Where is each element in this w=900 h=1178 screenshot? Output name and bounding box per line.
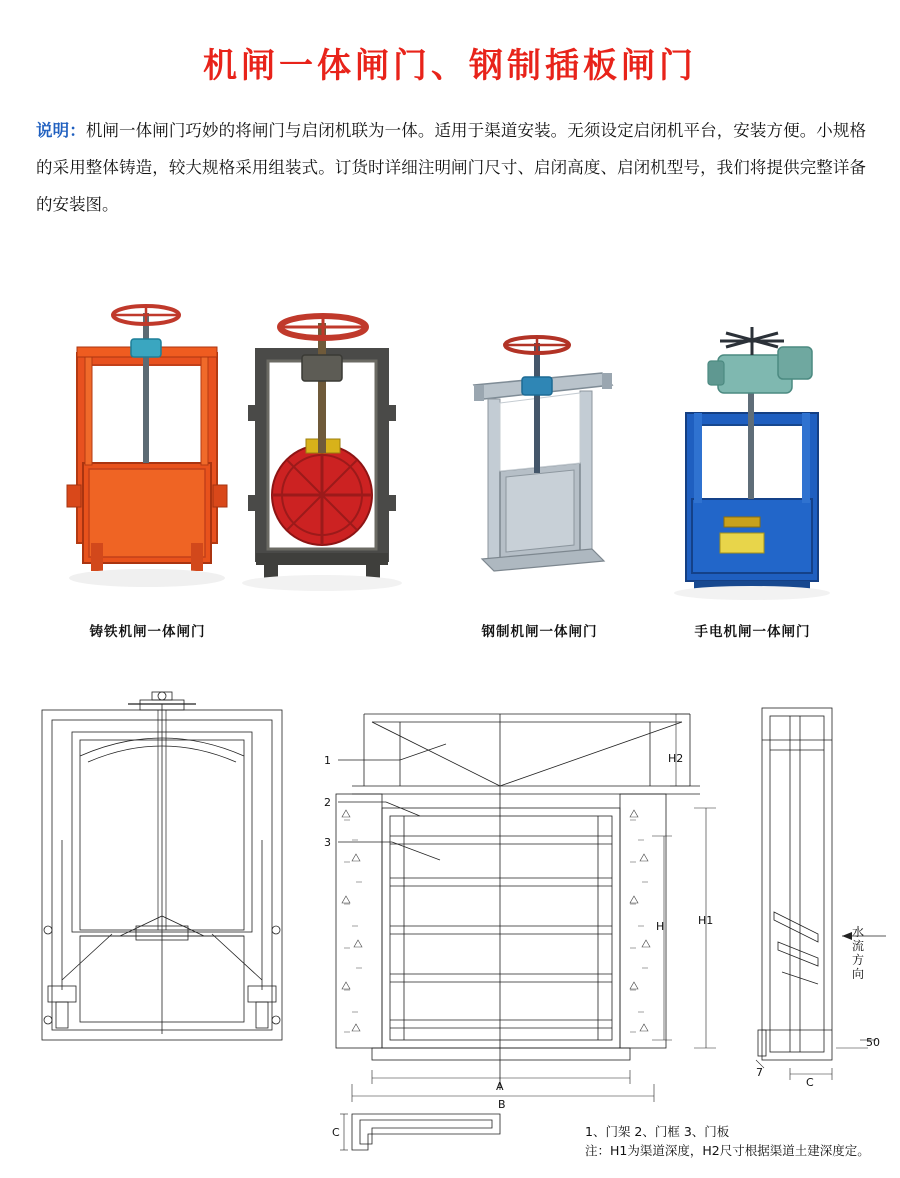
product-photo-row [0, 295, 900, 655]
photo-caption-cast-iron: 铸铁机闸一体闸门 [89, 624, 206, 640]
photo-caption-steel: 钢制机闸一体闸门 [481, 624, 598, 640]
callout-2: 2 [324, 796, 331, 809]
description-label: 说明： [36, 121, 86, 140]
dim-h1: H1 [698, 914, 714, 927]
technical-drawings [0, 690, 900, 1170]
photo-cast-iron-gate [55, 295, 240, 600]
photo-electric-gate [660, 303, 845, 603]
photo-cast-iron-gate-2 [228, 295, 418, 600]
flow-direction-label: 水流方向 [851, 925, 864, 981]
description-body: 机闸一体闸门巧妙的将闸门与启闭机联为一体。适用于渠道安装。无须设定启闭机平台，安装方便。小规格的采用整体铸造，较大规格采用组装式。订货时详细注明闸门尺寸、启闭高度、启闭机型号，我们将提供完整详备的安装图。 [36, 121, 867, 214]
photo-steel-gate [452, 315, 627, 600]
dim-50: 50 [866, 1036, 880, 1049]
dim-h2: H2 [668, 752, 684, 765]
photo-caption-electric: 手电机闸一体闸门 [694, 624, 811, 640]
dim-7: 7 [756, 1066, 763, 1079]
drawing-legend: 1、门架 2、门框 3、门板 [585, 1124, 730, 1139]
callout-3: 3 [324, 836, 331, 849]
page-title: 机闸一体闸门、钢制插板闸门 [203, 46, 697, 86]
drawing-legend-block [585, 1122, 885, 1160]
description-block [36, 112, 866, 223]
dim-a: A [496, 1080, 504, 1093]
dim-h: H [656, 920, 665, 933]
dim-c-left: C [332, 1126, 340, 1139]
dim-b: B [498, 1098, 506, 1111]
dim-c-right: C [806, 1076, 814, 1089]
callout-1: 1 [324, 754, 331, 767]
drawing-note: 注：H1为渠道深度，H2尺寸根据渠道土建深度定。 [585, 1143, 870, 1158]
